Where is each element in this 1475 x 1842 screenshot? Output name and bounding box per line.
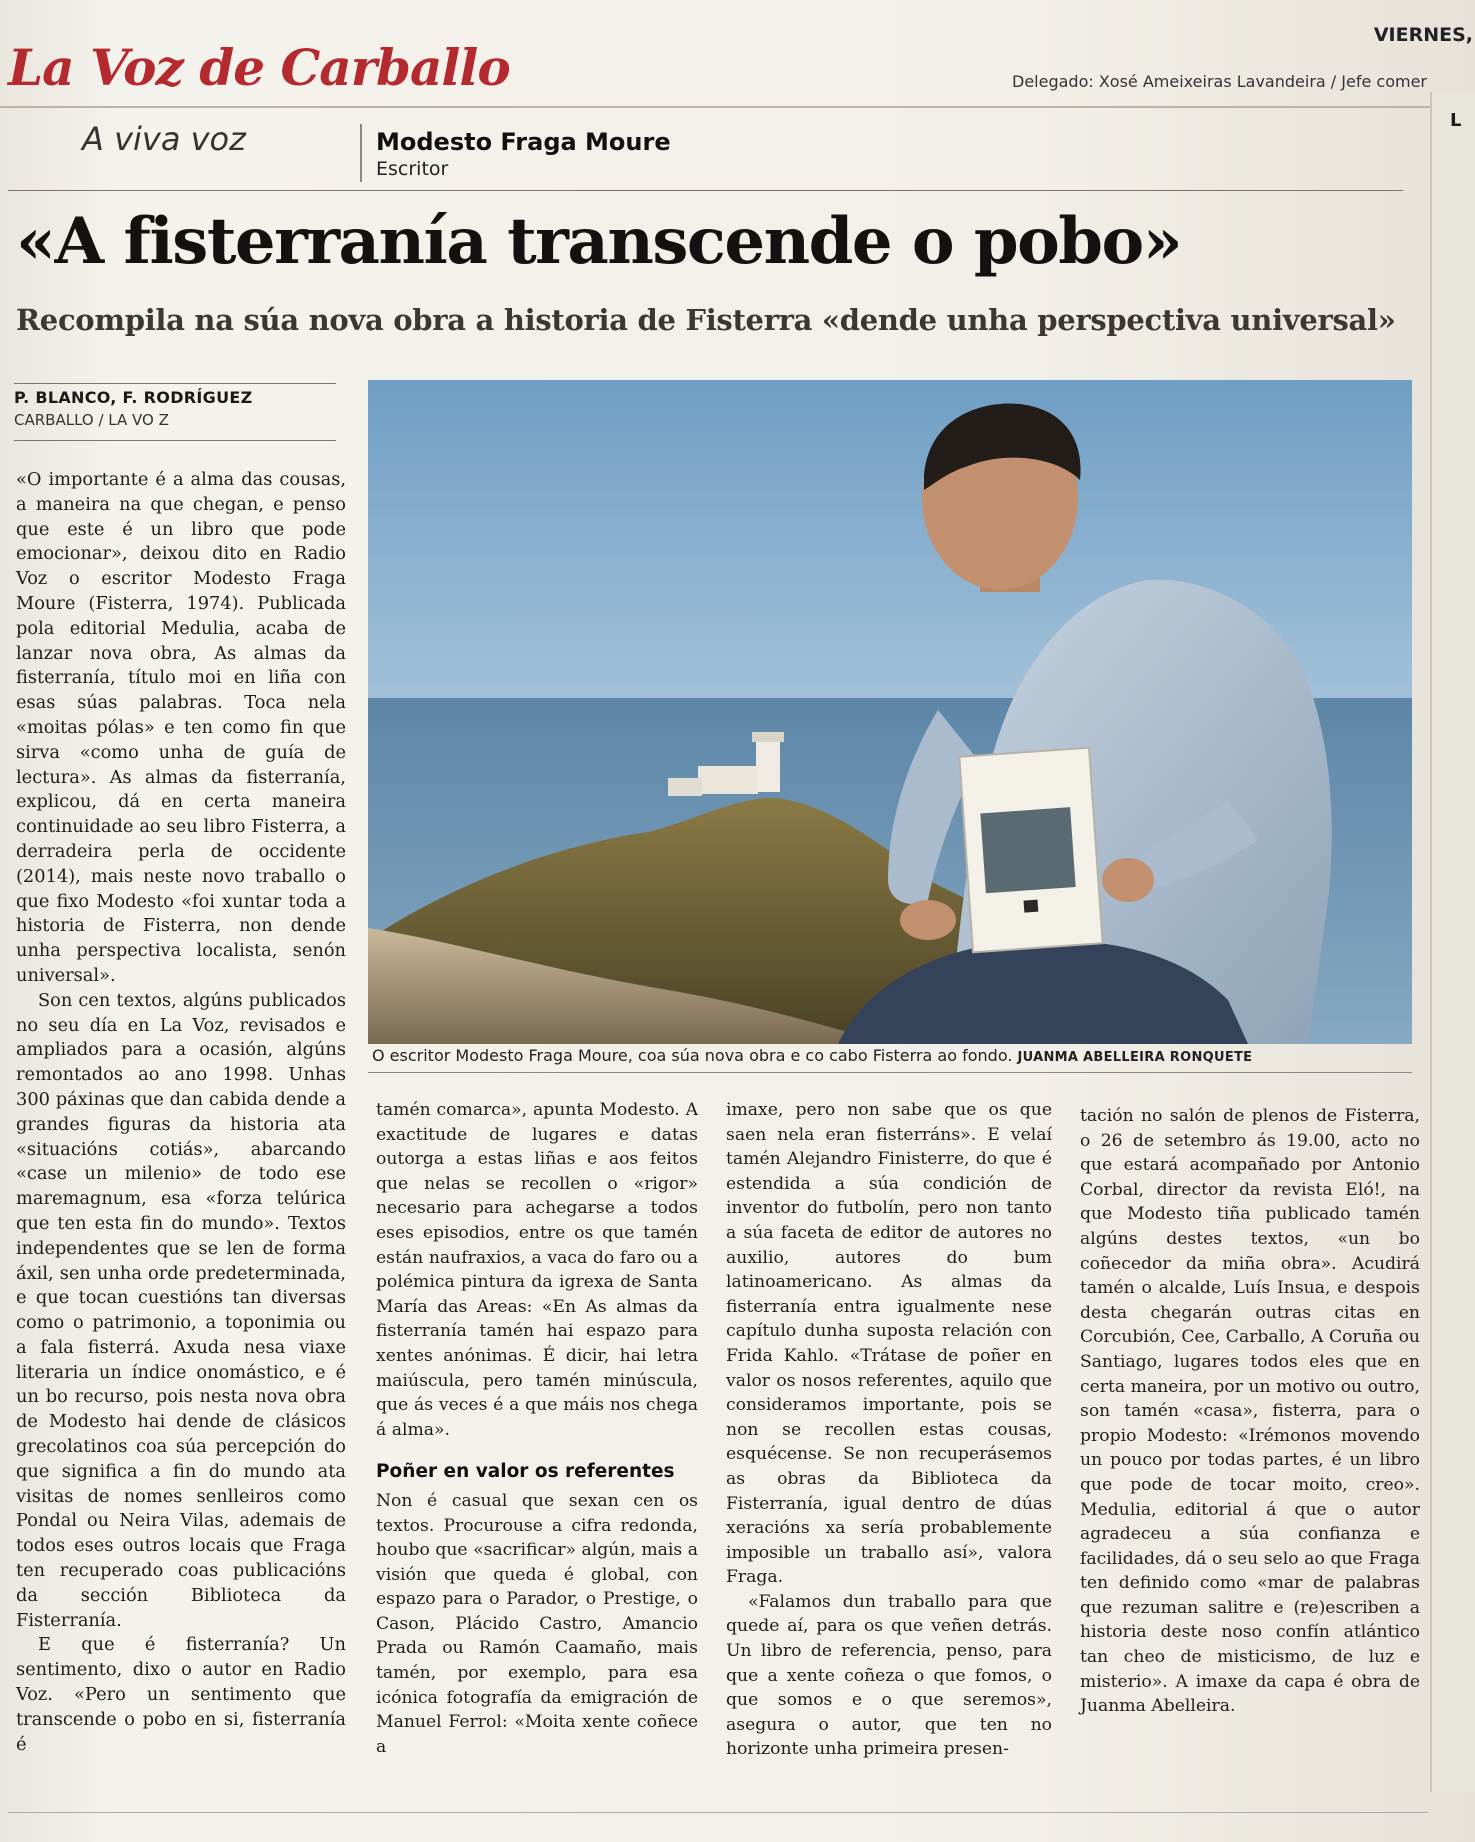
adjacent-page-edge bbox=[1430, 92, 1475, 1792]
section-subheading: Poñer en valor os referentes bbox=[376, 1461, 675, 1483]
book-cover bbox=[959, 748, 1102, 953]
paragraph: imaxe, pero non sabe que os que saen nela eran fisterráns». E velaí tamén Alejandro Finisterre, do que é estendida a súa condición de inventor do futbolín, pero non tanto a súa faceta de editor de autores no auxilio, autores do bum latinoamericano. As almas da fisterranía entra igualmente nese capítulo dunha suposta relación con Frida Kahlo. «Trátase de poñer en valor os nosos referentes, aquilo que consideramos importante, pois se non se recollen estas cousas, esquécense. Se non recuperásemos as obras da Biblioteca da Fisterranía, igual dentro de dúas xeracións xa sería probablemente imposible un traballo así», valora Fraga. bbox=[726, 1100, 1052, 1588]
article-column-1 bbox=[16, 468, 346, 1757]
delegate-line: Delegado: Xosé Ameixeiras Lavandeira / Jefe comer bbox=[1012, 72, 1427, 91]
interviewee-box bbox=[376, 128, 671, 180]
article-column-3 bbox=[726, 1098, 1052, 1762]
byline-rule bbox=[14, 383, 336, 384]
paragraph: Non é casual que sexan cen os textos. Procurouse a cifra redonda, houbo que «sacrificar» algún, mais a visión que queda é global, con espazo para o Parador, o Prestige, o Cason, Plácido Castro, Amancio Prada ou Ramón Caamaño, mais tamén, por exemplo, para esa icónica fotografía da emigración de Manuel Ferrol: «Moita xente coñece a bbox=[376, 1490, 698, 1757]
top-rule bbox=[8, 190, 1403, 191]
headline: «A fisterranía transcende o pobo» bbox=[16, 204, 1182, 279]
byline-authors: P. BLANCO, F. RODRÍGUEZ bbox=[14, 388, 253, 407]
paragraph: tación no salón de plenos de Fisterra, o 26 de setembro ás 19.00, acto no que estará acompañado por Antonio Corbal, director da revista Eló!, na que Modesto tiña publicado tamén algúns destes textos, «un bo coñecedor da miña obra». Acudirá tamén o alcalde, Luís Insua, e despois desta chegarán outras citas en Corcubión, Cee, Carballo, A Coruña ou Santiago, lugares todos eles que en certa maneira, por un motivo ou outro, son tamén «casa», fisterra, para o propio Modesto: «Irémonos movendo un pouco por todas partes, é un libro que pode de tocar moito, creo». Medulia, editorial á que o autor agradeceu a súa confianza e facilidades, dá o seu selo ao que Fraga ten definido como «mar de palabras que rezuman salitre e (re)escriben a historia deste noso confín atlántico tan cheo de misticismo, de luz e misterio». A imaxe da capa é obra de Juanma Abelleira. bbox=[1080, 1106, 1420, 1717]
interviewee-name: Modesto Fraga Moure bbox=[376, 128, 671, 156]
article-column-4 bbox=[1080, 1104, 1420, 1719]
paragraph: E que é fisterranía? Un sentimento, dixo o autor en Radio Voz. «Pero un sentimento que transcende o pobo en si, fisterranía é bbox=[16, 1634, 346, 1755]
byline-location: CARBALLO / LA VO Z bbox=[14, 411, 169, 429]
subheadline: Recompila na súa nova obra a historia de Fisterra «dende unha perspectiva universal» bbox=[16, 303, 1396, 337]
adjacent-page-letter: L bbox=[1450, 110, 1462, 131]
byline-rule-bottom bbox=[14, 440, 336, 441]
photo-credit: JUANMA ABELLEIRA RONQUETE bbox=[1017, 1050, 1253, 1065]
masthead bbox=[0, 20, 1475, 108]
paragraph: «Falamos dun traballo para que quede aí, para os que veñen detrás. Un libro de referencia, penso, para que a xente coñeza o que fomos, o que somos e o que seremos», asegura o autor, que ten no horizonte unha primeira presen- bbox=[726, 1591, 1052, 1760]
photo-caption bbox=[372, 1046, 1412, 1065]
interviewee-role: Escritor bbox=[376, 158, 449, 180]
caption-text: O escritor Modesto Fraga Moure, coa súa nova obra e co cabo Fisterra ao fondo. bbox=[372, 1046, 1013, 1065]
section-label: A viva voz bbox=[82, 120, 246, 158]
bottom-rule bbox=[8, 1812, 1428, 1813]
caption-rule bbox=[368, 1072, 1412, 1073]
paragraph: Son cen textos, algúns publicados no seu día en La Voz, revisados e ampliados para a ocasión, algúns remontados ao ano 1998. Unhas 300 páxinas que dan cabida dende a grandes figuras da historia ata «situacións cotiás», abarcando «case un milenio» de todo ese maremagnum, esa «forza telúrica que ten esta fin do mundo». Textos independentes que se len de forma áxil, sen unha orde predeterminada, e que tocan cuestións tan diversas como o patrimonio, a toponimia ou a fala fisterrá. Axuda nesa viaxe literaria un índice onomástico, e é un bo recurso, pois nesta nova obra de Modesto hai dende de clásicos grecolatinos coa súa percepción do que significa a fin do mundo ata visitas de nomes senlleiros como Pondal ou Neira Vilas, ademais de todos eses outros locais que Fraga ten recuperado coas publicacións da sección Biblioteca da Fisterranía. bbox=[16, 989, 346, 1631]
section-divider bbox=[360, 124, 362, 182]
dateline: VIERNES, bbox=[1373, 24, 1473, 46]
paragraph: tamén comarca», apunta Modesto. A exactitude de lugares e datas outorga a estas liñas e aos feitos que nelas se recollen o «rigor» necesario para achegarse a todos eses episodios, entre os que tamén están naufraxios, a vaca do faro ou a polémica pintura da igrexa de Santa María das Areas: «En As almas da fisterranía tamén hai espazo para xentes anónimas. É dicir, hai letra maiúscula, pero tamén minúscula, que ás veces é a que máis nos chega á alma». bbox=[376, 1100, 698, 1440]
article-photo bbox=[368, 380, 1412, 1044]
article-column-2 bbox=[376, 1098, 698, 1759]
paragraph: «O importante é a alma das cousas, a maneira na que chegan, e penso que este é un libro que pode emocionar», deixou dito en Radio Voz o escritor Modesto Fraga Moure (Fisterra, 1974). Publicada pola editorial Medulia, acaba de lanzar nova obra, As almas da fisterranía, título moi en liña con esas súas palabras. Toca nela «moitas pólas» e ten como fin que sirva «como unha de guía de lectura». As almas da fisterranía, explicou, dá en certa maneira continuidade ao seu libro Fisterra, a derradeira perla de occidente (2014), mais neste novo traballo o que fixo Modesto «foi xuntar toda a historia de Fisterra, non dende unha perspectiva localista, senón universal». bbox=[16, 469, 346, 986]
newspaper-logo: La Voz de Carballo bbox=[8, 38, 510, 97]
